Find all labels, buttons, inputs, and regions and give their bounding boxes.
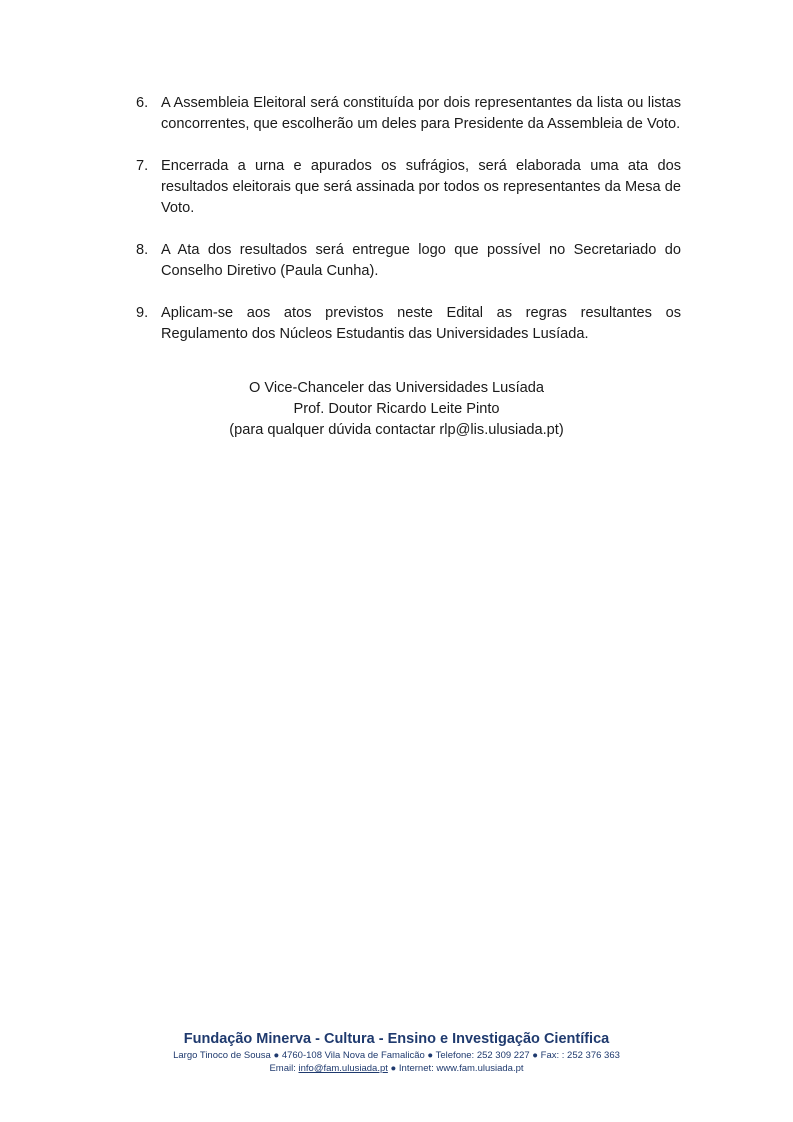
item-number: 6. [136,95,149,111]
item-number: 9. [136,305,149,321]
footer-email-label: Email: [269,1063,299,1074]
footer-internet: ● Internet: www.fam.ulusiada.pt [387,1063,524,1074]
list-item [136,303,681,345]
page-footer [0,1030,793,1075]
footer-email-link[interactable]: info@fam.ulusiada.pt [298,1063,388,1074]
footer-address: Largo Tinoco de Sousa ● 4760-108 Vila Nova de Famalicão ● Telefone: 252 309 227 ● Fax: : 252 376 363 [173,1050,620,1061]
item-text: Encerrada a urna e apurados os sufrágios, será elaborada uma ata dos resultados eleitorais que será assinada por todos os representantes da Mesa de Voto. [161,158,681,216]
signature-role: O Vice-Chanceler das Universidades Lusíada [248,380,544,396]
item-text: Aplicam-se aos atos previstos neste Edital as regras resultantes os Regulamento dos Núcleos Estudantis das Universidades Lusíada. [161,305,681,342]
item-number: 8. [136,242,149,258]
list-item [136,240,681,282]
footer-title: Fundação Minerva - Cultura - Ensino e Investigação Científica [183,1031,610,1047]
item-text: A Assembleia Eleitoral será constituída por dois representantes da lista ou listas concorrentes, que escolherão um deles para Presidente da Assembleia de Voto. [161,95,681,132]
footer-contact-line [0,1062,793,1075]
item-text: A Ata dos resultados será entregue logo que possível no Secretariado do Conselho Diretivo (Paula Cunha). [161,242,681,279]
list-item [136,93,681,135]
signature-contact: (para qualquer dúvida contactar rlp@lis.ulusiada.pt) [229,422,564,438]
numbered-list [136,93,681,366]
signature-block [0,378,793,441]
list-item [136,156,681,219]
signature-name: Prof. Doutor Ricardo Leite Pinto [293,401,500,417]
item-number: 7. [136,158,149,174]
